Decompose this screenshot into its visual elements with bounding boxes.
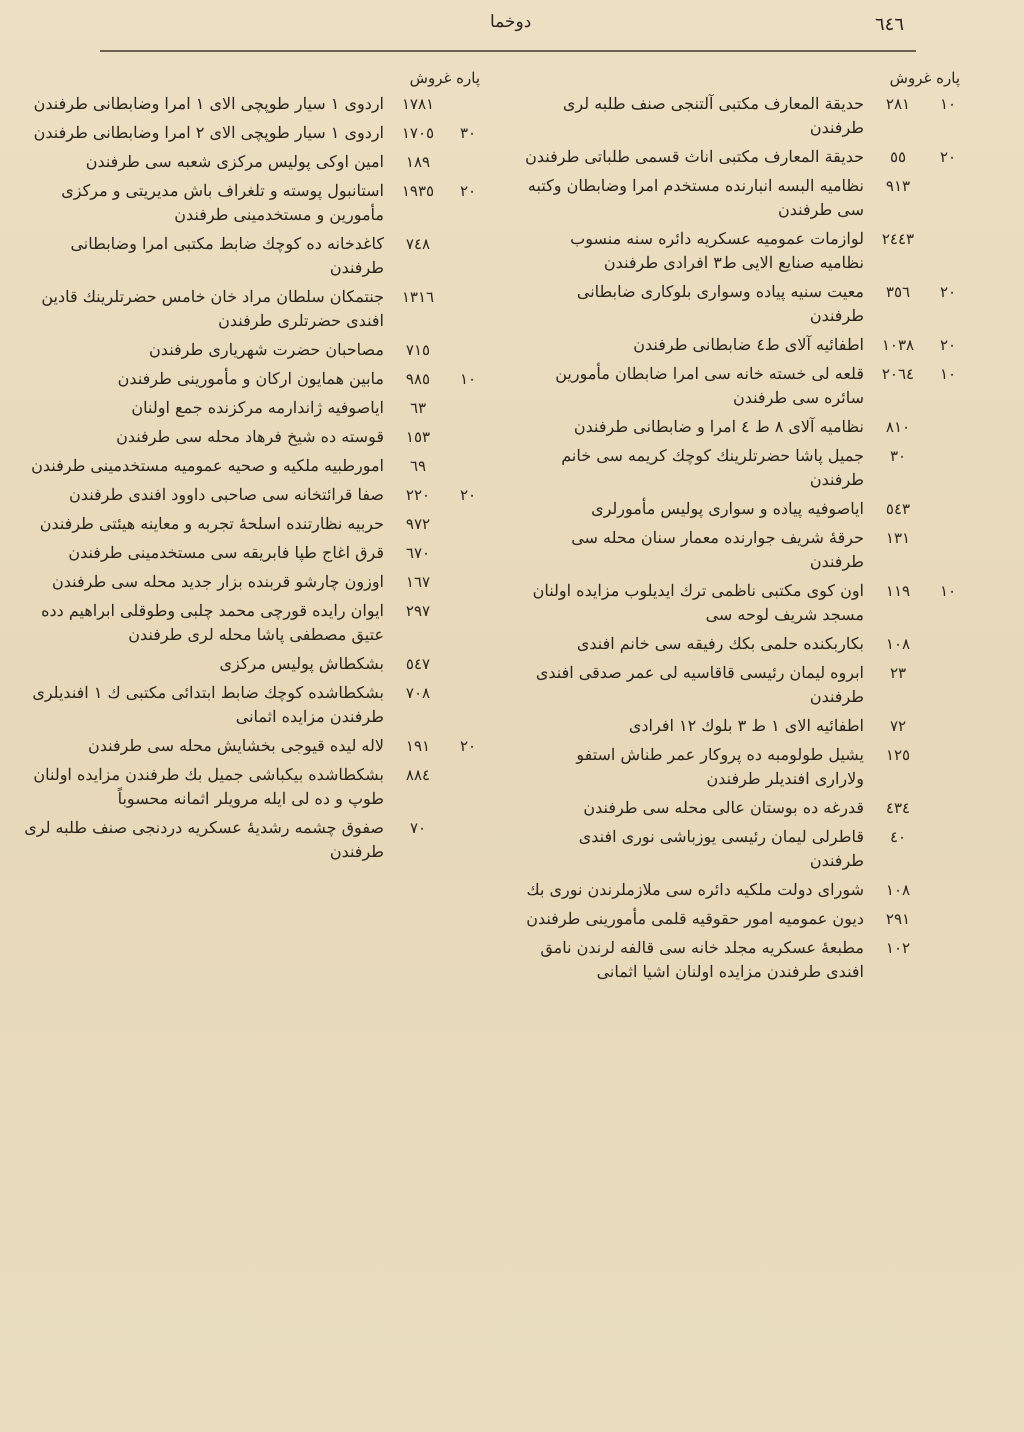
header-rule	[100, 50, 916, 52]
entry-text: مصاحبان حضرت شهريارى طرفندن	[149, 340, 384, 359]
list-item	[24, 285, 484, 333]
entry-text: شوراى دولت ملكيه دائره سى ملازملرندن نورى بك	[526, 880, 864, 899]
list-item	[24, 734, 484, 758]
entry-text: قوسته ده شيخ فرهاد محله سى طرفندن	[116, 427, 384, 446]
amount	[868, 878, 964, 902]
amount	[868, 579, 964, 603]
list-item	[24, 483, 484, 507]
ghurush-value: ١٧٨١	[401, 95, 435, 113]
entry-text: اطفائيه آلاى ط٤ ضابطانى طرفندن	[633, 335, 864, 354]
entry-text: امين اوكى پوليس مركزى شعبه سى طرفندن	[85, 152, 384, 171]
amount	[388, 179, 484, 203]
ghurush-value: ١١٩	[885, 582, 911, 600]
list-item	[524, 174, 964, 222]
entry-text: مابين همايون اركان و مأمورينى طرفندن	[117, 369, 384, 388]
para-value	[452, 652, 484, 676]
list-item	[24, 454, 484, 478]
ghurush-value: ١٩١	[405, 737, 431, 755]
list-item	[24, 425, 484, 449]
ghurush-value: ٢٢٠	[405, 486, 431, 504]
entry-text: صفوق چشمه رشديۀ عسكريه دردنجى صنف طلبه لرى طرفندن	[24, 818, 384, 861]
amount	[868, 92, 964, 116]
entry-text: مطبعۀ عسكريه مجلد خانه سى قالفه لرندن نامق افندى طرفندن مزايده اولنان اشيا اثمانى	[540, 938, 864, 981]
entry-text: بشكطاش پوليس مركزى	[219, 654, 384, 673]
para-value	[452, 338, 484, 362]
entry-text: اون كوى مكتبى ناظمى ترك ايديلوب مزايده اولنان مسجد شريف لوحه سى	[532, 581, 864, 624]
para-value	[452, 150, 484, 174]
ghurush-value: ٢٩٧	[405, 602, 431, 620]
ghurush-value: ٢٩١	[885, 910, 911, 928]
amount	[868, 714, 964, 738]
ghurush-value: ٨٨٤	[405, 766, 431, 784]
ghurush-value: ١٠٨	[885, 635, 911, 653]
entry-text: اردوى ١ سيار طوپچى الاى ٢ امرا وضابطانى طرفندن	[33, 123, 384, 142]
amount	[868, 907, 964, 931]
entry-text: لاله ليده قيوجى بخشايش محله سى طرفندن	[87, 736, 384, 755]
amount	[868, 825, 964, 849]
list-item	[524, 632, 964, 656]
list-item	[24, 396, 484, 420]
ghurush-value: ١٠٢	[885, 939, 911, 957]
entry-text: اياصوفيه ژاندارمه مركزنده جمع اولنان	[131, 398, 384, 417]
para-value	[932, 497, 964, 521]
para-value: ٢٠	[459, 486, 477, 504]
para-value	[452, 512, 484, 536]
entry-text: ايوان رايده قورچى محمد چلبى وطوقلى ابراهيم دده عتيق مصطفى پاشا محله لرى طرفندن	[41, 601, 384, 644]
list-item	[24, 541, 484, 565]
amount	[388, 763, 484, 787]
entry-text: معيت سنيه پياده وسوارى بلوكارى ضابطانى طرفندن	[576, 282, 864, 325]
ghurush-value: ٧٤٨	[405, 235, 431, 253]
amount	[388, 734, 484, 758]
para-value	[452, 425, 484, 449]
ghurush-value: ٧٠٨	[405, 684, 431, 702]
amount	[388, 483, 484, 507]
list-item	[524, 579, 964, 627]
para-value	[452, 763, 484, 787]
para-value: ٢٠	[939, 283, 957, 301]
amount	[868, 174, 964, 198]
ghurush-value: ٧١٥	[405, 341, 431, 359]
amount	[868, 145, 964, 169]
list-item	[24, 763, 484, 811]
entry-text: ديون عموميه امور حقوقيه قلمى مأمورينى طرفندن	[526, 909, 864, 928]
amount	[868, 227, 964, 251]
list-item	[24, 816, 484, 864]
amount	[388, 92, 484, 116]
para-value	[932, 444, 964, 468]
amount	[868, 280, 964, 304]
list-item	[524, 280, 964, 328]
list-item	[524, 526, 964, 574]
entry-text: بشكطاشده بيكباشى جميل بك طرفندن مزايده اولنان طوپ و ده لى ايله مرويلر اثمانه محسوباً	[33, 765, 384, 808]
ghurush-value: ٣٠	[889, 447, 907, 465]
amount	[868, 936, 964, 960]
amount	[868, 743, 964, 767]
column-header	[524, 64, 964, 92]
list-item	[24, 179, 484, 227]
list-item	[524, 825, 964, 873]
list-item	[24, 599, 484, 647]
para-value	[452, 454, 484, 478]
entry-text: لوازمات عموميه عسكريه دائره سنه منسوب نظاميه صنايع الايى ط٣ افرادى طرفندن	[570, 229, 864, 272]
para-header: پاره	[936, 69, 960, 87]
amount	[388, 652, 484, 676]
amount	[868, 661, 964, 685]
ghurush-value: ٥٥	[889, 148, 907, 166]
para-header: پاره	[456, 69, 480, 87]
para-value	[932, 878, 964, 902]
ghurush-value: ١٩٣٥	[401, 182, 435, 200]
entry-text: حربيه نظارتنده اسلحۀ تجربه و معاينه هيئتى طرفندن	[39, 514, 384, 533]
para-value	[932, 632, 964, 656]
list-item	[524, 362, 964, 410]
para-value	[932, 936, 964, 960]
para-value	[932, 743, 964, 767]
para-value	[932, 796, 964, 820]
para-value	[932, 227, 964, 251]
para-value: ٢٠	[459, 182, 477, 200]
para-value	[932, 907, 964, 931]
para-value	[452, 599, 484, 623]
amount	[868, 333, 964, 357]
amount	[868, 444, 964, 468]
ghurush-value: ٦٩	[409, 457, 427, 475]
amount	[868, 632, 964, 656]
list-item	[524, 145, 964, 169]
para-value: ٢٠	[939, 336, 957, 354]
left-column	[24, 64, 484, 869]
para-value	[452, 541, 484, 565]
entry-text: استانبول پوسته و تلغراف باش مديريتى و مركزى مأمورين و مستخدمينى طرفندن	[61, 181, 384, 224]
entry-text: حرقۀ شريف جوارنده معمار سنان محله سى طرفندن	[571, 528, 864, 571]
list-item	[524, 415, 964, 439]
para-value	[452, 681, 484, 705]
ghurush-value: ٣٥٦	[885, 283, 911, 301]
entry-text: حديقة المعارف مكتبى اناث قسمى طلباتى طرفندن	[525, 147, 864, 166]
ghurush-value: ٩١٣	[885, 177, 911, 195]
amount	[868, 415, 964, 439]
list-item	[24, 367, 484, 391]
entry-text: قلعه لى خسته خانه سى امرا ضابطان مأمورين سائره سى طرفندن	[555, 364, 864, 407]
list-item	[524, 878, 964, 902]
ghurush-value: ٧٢	[889, 717, 907, 735]
ghurush-header: غروش	[409, 69, 452, 87]
ghurush-value: ١٧٠٥	[401, 124, 435, 142]
amount	[388, 367, 484, 391]
list-item	[524, 661, 964, 709]
ghurush-value: ١٣١٦	[401, 288, 435, 306]
entry-text: امورطبيه ملكيه و صحيه عموميه مستخدمينى طرفندن	[31, 456, 384, 475]
list-item	[524, 92, 964, 140]
amount	[868, 526, 964, 550]
list-item	[24, 232, 484, 280]
amount	[388, 681, 484, 705]
amount	[388, 150, 484, 174]
list-item	[524, 714, 964, 738]
list-item	[524, 497, 964, 521]
entry-text: حديقة المعارف مكتبى آلتنجى صنف طلبه لرى طرفندن	[562, 94, 864, 137]
ghurush-value: ٩٧٢	[405, 515, 431, 533]
entry-text: بكاربكنده حلمى بكك رفيقه سى خانم افندى	[576, 634, 864, 653]
entry-text: بشكطاشده كوچك ضابط ابتدائى مكتبى ك ١ افنديلرى طرفندن مزايده اثمانى	[32, 683, 384, 726]
amount	[868, 497, 964, 521]
amount	[388, 121, 484, 145]
entry-text: قاطرلى ليمان رئيسى يوزباشى نورى افندى طرفندن	[578, 827, 864, 870]
para-value	[452, 92, 484, 116]
ghurush-value: ٥٤٣	[885, 500, 911, 518]
entry-text: ابروه ليمان رئيسى قاقاسيه لى عمر صدقى افندى طرفندن	[535, 663, 864, 706]
entry-text: كاغدخانه ده كوچك ضابط مكتبى امرا وضابطانى طرفندن	[70, 234, 384, 277]
entry-text: نظاميه البسه انبارنده مستخدم امرا وضابطان وكتبه سى طرفندن	[527, 176, 864, 219]
para-value: ١٠	[939, 582, 957, 600]
entry-text: نظاميه آلاى ٨ ط ٤ امرا و ضابطانى طرفندن	[573, 417, 864, 436]
para-value: ١٠	[939, 95, 957, 113]
amount	[388, 816, 484, 840]
entry-text: اياصوفيه پياده و سوارى پوليس مأمورلرى	[591, 499, 864, 518]
para-value	[452, 396, 484, 420]
entry-list	[24, 92, 484, 864]
list-item	[24, 150, 484, 174]
entry-text: قرق اغاج طپا فابريقه سى مستخدمينى طرفندن	[68, 543, 384, 562]
ghurush-value: ١٥٣	[405, 428, 431, 446]
amount	[388, 232, 484, 256]
amount	[388, 396, 484, 420]
ghurush-value: ٩٨٥	[405, 370, 431, 388]
list-item	[524, 907, 964, 931]
para-value: ١٠	[459, 370, 477, 388]
list-item	[24, 512, 484, 536]
entry-text: جنتمكان سلطان مراد خان خامس حضرتلرينك قادين افندى حضرتلرى طرفندن	[41, 287, 384, 330]
list-item	[524, 444, 964, 492]
ghurush-value: ٢٤٤٣	[881, 230, 915, 248]
ghurush-value: ٧٠	[409, 819, 427, 837]
para-value	[932, 714, 964, 738]
ghurush-value: ٢٣	[889, 664, 907, 682]
list-item	[24, 92, 484, 116]
list-item	[24, 681, 484, 729]
ghurush-value: ٦٧٠	[405, 544, 431, 562]
list-item	[524, 796, 964, 820]
amount	[388, 512, 484, 536]
para-value	[932, 174, 964, 198]
ghurush-value: ١٠٨	[885, 881, 911, 899]
ghurush-value: ٤٠	[889, 828, 907, 846]
ghurush-value: ٢٠٦٤	[881, 365, 915, 383]
list-item	[524, 936, 964, 984]
list-item	[524, 743, 964, 791]
entry-text: جميل پاشا حضرتلرينك كوچك كريمه سى خانم طرفندن	[561, 446, 864, 489]
ghurush-value: ١٢٥	[885, 746, 911, 764]
para-value	[932, 415, 964, 439]
ghurush-header: غروش	[889, 69, 932, 87]
list-item	[24, 570, 484, 594]
right-column	[524, 64, 964, 989]
column-header	[24, 64, 484, 92]
amount	[388, 599, 484, 623]
entry-text: قدرغه ده بوستان عالى محله سى طرفندن	[583, 798, 864, 817]
para-value: ٢٠	[459, 737, 477, 755]
para-value	[452, 232, 484, 256]
amount	[388, 285, 484, 309]
page-number: ٦٤٦	[874, 14, 904, 35]
para-value	[932, 825, 964, 849]
entry-text: اطفائيه الاى ١ ط ٣ بلوك ١٢ افرادى	[628, 716, 864, 735]
list-item	[24, 121, 484, 145]
ghurush-value: ١٠٣٨	[881, 336, 915, 354]
entry-text: يشيل طولومبه ده پروكار عمر طناش استفو ولارارى افنديلر طرفندن	[576, 745, 864, 788]
amount	[388, 338, 484, 362]
ghurush-value: ٥٤٧	[405, 655, 431, 673]
list-item	[524, 333, 964, 357]
para-value	[452, 570, 484, 594]
amount	[388, 570, 484, 594]
para-value	[932, 661, 964, 685]
amount	[388, 541, 484, 565]
amount	[388, 454, 484, 478]
ghurush-value: ٨١٠	[885, 418, 911, 436]
list-item	[524, 227, 964, 275]
para-value: ١٠	[939, 365, 957, 383]
ghurush-value: ٤٣٤	[885, 799, 911, 817]
para-value	[452, 816, 484, 840]
para-value: ٢٠	[939, 148, 957, 166]
ghurush-value: ١٣١	[885, 529, 911, 547]
ghurush-value: ١٨٩	[405, 153, 431, 171]
entry-list	[524, 92, 964, 984]
ghurush-value: ٦٣	[409, 399, 427, 417]
ghurush-value: ٢٨١	[885, 95, 911, 113]
amount	[388, 425, 484, 449]
amount	[868, 796, 964, 820]
list-item	[24, 338, 484, 362]
running-head: دوخما	[490, 12, 532, 32]
entry-text: اردوى ١ سيار طوپچى الاى ١ امرا وضابطانى طرفندن	[33, 94, 384, 113]
para-value	[932, 526, 964, 550]
para-value	[452, 285, 484, 309]
ghurush-value: ١٦٧	[405, 573, 431, 591]
amount	[868, 362, 964, 386]
list-item	[24, 652, 484, 676]
entry-text: اوزون چارشو قربنده بزار جديد محله سى طرفندن	[52, 572, 384, 591]
para-value: ٣٠	[459, 124, 477, 142]
entry-text: صفا قرائتخانه سى صاحبى داوود افندى طرفندن	[69, 485, 384, 504]
